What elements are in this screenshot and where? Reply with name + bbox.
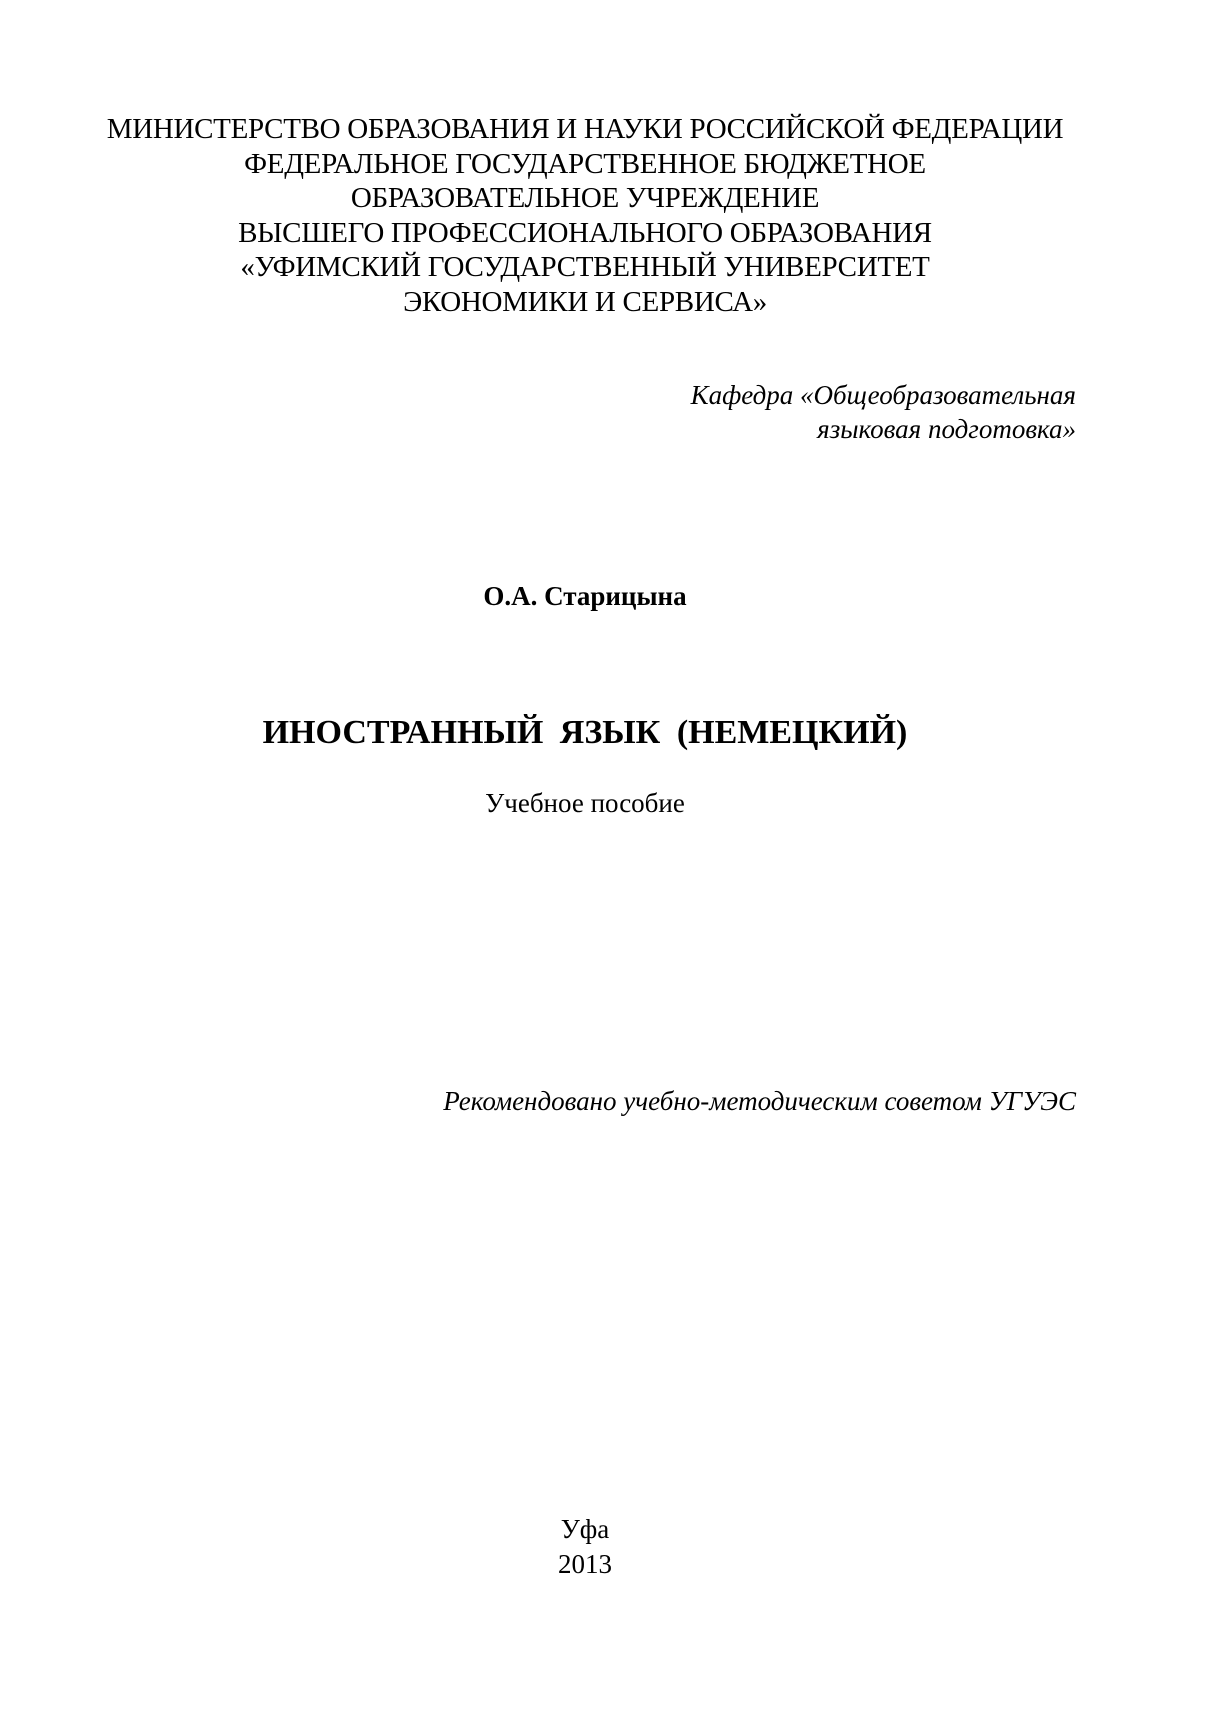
header-line: ВЫСШЕГО ПРОФЕССИОНАЛЬНОГО ОБРАЗОВАНИЯ <box>238 216 932 249</box>
publication-year: 2013 <box>558 1549 612 1579</box>
department-name <box>691 378 1076 446</box>
recommendation-note: Рекомендовано учебно-методическим советом УГУЭС <box>443 1086 1076 1116</box>
department-line: Кафедра «Общеобразовательная <box>690 380 1076 410</box>
header-line: МИНИСТЕРСТВО ОБРАЗОВАНИЯ И НАУКИ РОССИЙСКОЙ ФЕДЕРАЦИИ <box>106 113 1064 145</box>
author-name: О.А. Старицына <box>483 581 687 611</box>
department-line: языковая подготовка» <box>817 414 1076 444</box>
publication-city: Уфа <box>560 1514 610 1544</box>
header-line: ФЕДЕРАЛЬНОЕ ГОСУДАРСТВЕННОЕ БЮДЖЕТНОЕ <box>244 147 926 180</box>
publication-info <box>0 1512 1170 1582</box>
header-line: ОБРАЗОВАТЕЛЬНОЕ УЧРЕЖДЕНИЕ <box>350 182 820 214</box>
header-line: ЭКОНОМИКИ И СЕРВИСА» <box>403 285 767 318</box>
institution-header <box>60 112 1110 319</box>
book-title: ИНОСТРАННЫЙ ЯЗЫК (НЕМЕЦКИЙ) <box>262 714 908 751</box>
book-subtitle: Учебное пособие <box>485 788 685 818</box>
header-line: «УФИМСКИЙ ГОСУДАРСТВЕННЫЙ УНИВЕРСИТЕТ <box>240 251 930 283</box>
